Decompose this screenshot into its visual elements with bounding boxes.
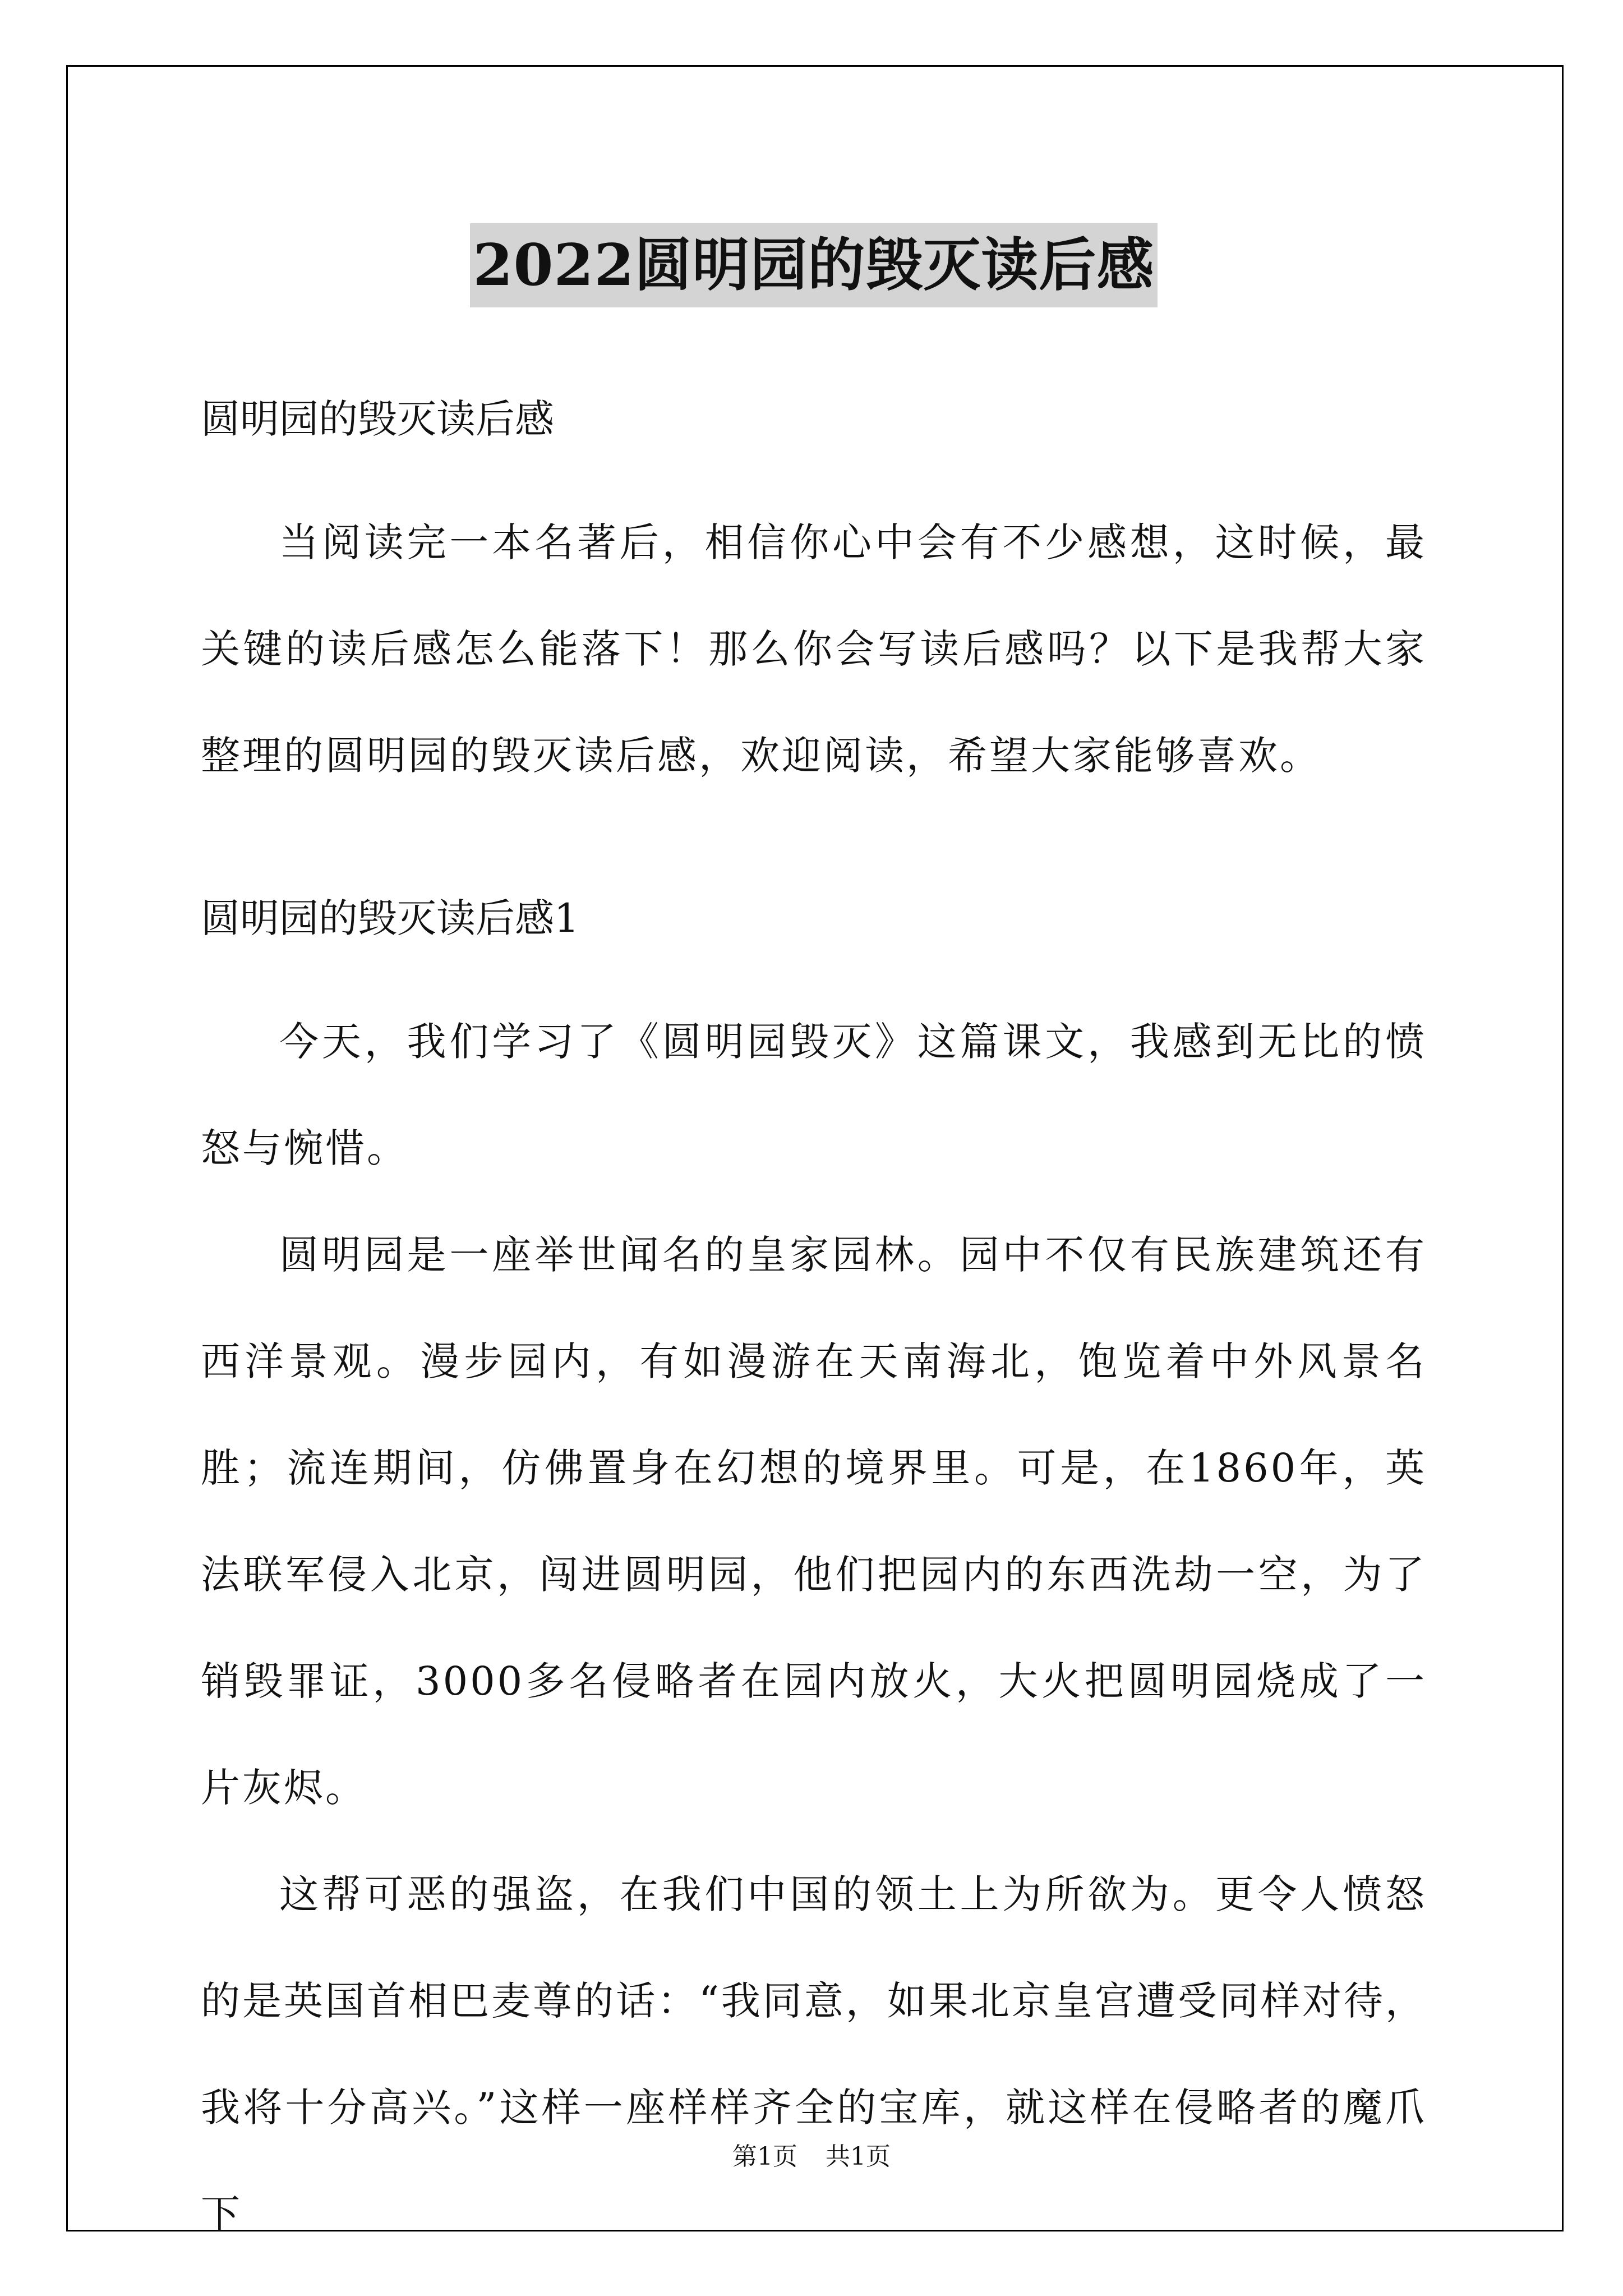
spacer xyxy=(201,447,1427,489)
body-paragraph-2: 圆明园是一座举世闻名的皇家园林。园中不仅有民族建筑还有西洋景观。漫步园内，有如漫游在天南海北，饱览着中外风景名胜；流连期间，仿佛置身在幻想的境界里。可是，在1860年，英法联军侵入北京，闯进圆明园，他们把园内的东西洗劫一空，为了销毁罪证，3000多名侵略者在园内放火，大火把圆明园烧成了一片灰烬。 xyxy=(201,1231,1427,1811)
page-total: 共1页 xyxy=(826,2142,891,2171)
page-footer xyxy=(0,2140,1623,2174)
title-container xyxy=(201,185,1427,346)
document-heading: 圆明园的毁灭读后感 xyxy=(201,395,554,442)
intro-paragraph: 当阅读完一本名著后，相信你心中会有不少感想，这时候，最关键的读后感怎么能落下！那么你会写读后感吗？以下是我帮大家整理的圆明园的毁灭读后感，欢迎阅读，希望大家能够喜欢。 xyxy=(201,519,1427,779)
document-body xyxy=(201,185,1427,2267)
body-paragraph-3: 这帮可恶的强盗，在我们中国的领土上为所欲为。更令人愤怒的是英国首相巴麦尊的话：“我同意，如果北京皇宫遭受同样对待，我将十分高兴。”这样一座样样齐全的宝库，就这样在侵略者的魔爪下 xyxy=(201,1871,1427,2237)
page-number: 第1页 xyxy=(732,2142,797,2171)
spacer xyxy=(201,809,1427,890)
document-title: 2022圆明园的毁灭读后感 xyxy=(470,223,1158,307)
body-paragraph-1: 今天，我们学习了《圆明园毁灭》这篇课文，我感到无比的愤怒与惋惜。 xyxy=(201,1018,1427,1171)
spacer xyxy=(201,946,1427,988)
section-heading: 圆明园的毁灭读后感1 xyxy=(201,895,579,941)
